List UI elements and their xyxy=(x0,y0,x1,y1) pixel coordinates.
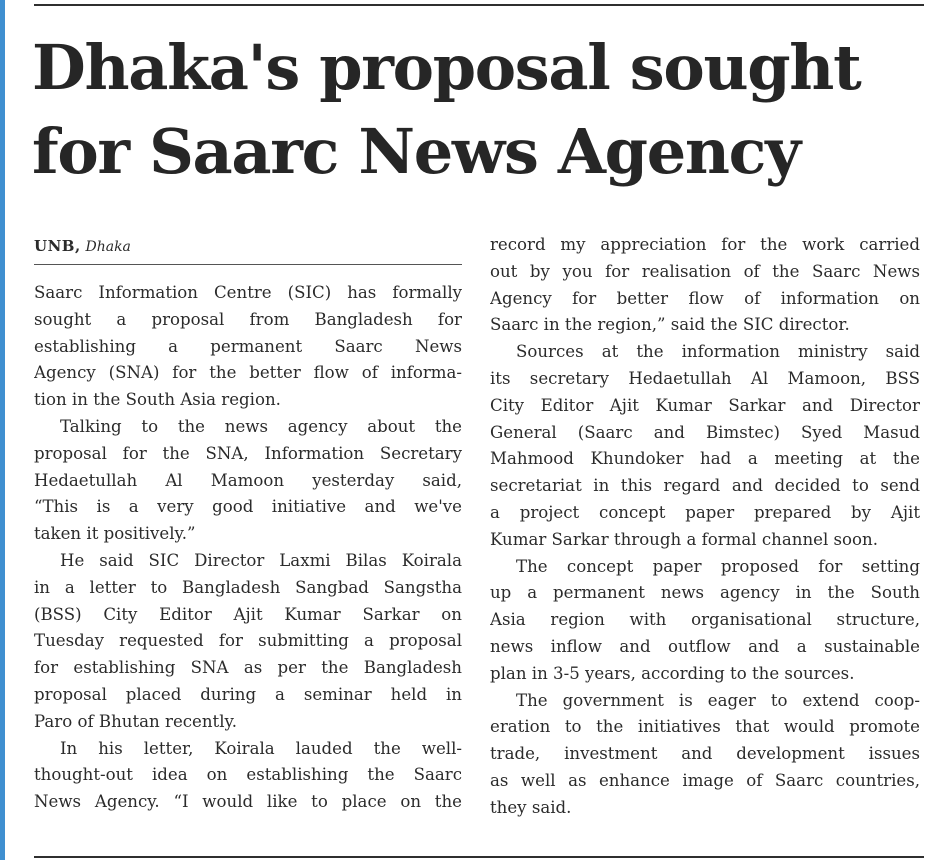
article-line: in a letter to Bangladesh Sangbad Sangstha xyxy=(34,577,462,597)
article-line: taken it positively.” xyxy=(34,524,196,544)
article-line: Asia region with organisational structure, xyxy=(490,610,920,630)
article-line: proposal for the SNA, Information Secretary xyxy=(34,443,462,463)
left-accent-bar xyxy=(0,0,5,860)
article-line: He said SIC Director Laxmi Bilas Koirala xyxy=(60,550,462,570)
article-line: they said. xyxy=(490,797,572,817)
headline xyxy=(32,26,932,194)
article-line: establishing a permanent Saarc News xyxy=(34,336,462,356)
headline-line-1: Dhaka's proposal sought xyxy=(32,31,861,104)
article-line: Saarc in the region,” said the SIC director. xyxy=(490,315,850,335)
article-column-1 xyxy=(34,280,462,816)
article-line: Sources at the information ministry said xyxy=(516,342,920,362)
article-line: City Editor Ajit Kumar Sarkar and Director xyxy=(490,395,920,415)
article-line: up a permanent news agency in the South xyxy=(490,583,920,603)
article-line: Talking to the news agency about the xyxy=(60,416,462,436)
article-line: as well as enhance image of Saarc countries, xyxy=(490,770,920,790)
article-line: News Agency. “I would like to place on the xyxy=(34,792,462,812)
article-line: its secretary Hedaetullah Al Mamoon, BSS xyxy=(490,368,920,388)
article-line: Paro of Bhutan recently. xyxy=(34,711,237,731)
article-line: thought-out idea on establishing the Saarc xyxy=(34,765,462,785)
article-line: Mahmood Khundoker had a meeting at the xyxy=(490,449,920,469)
article-line: (BSS) City Editor Ajit Kumar Sarkar on xyxy=(34,604,462,624)
headline-line-2: for Saarc News Agency xyxy=(32,115,800,188)
byline-place: Dhaka xyxy=(85,239,131,255)
article-line: Tuesday requested for submitting a proposal xyxy=(34,631,462,651)
article-line: Hedaetullah Al Mamoon yesterday said, xyxy=(34,470,462,490)
article-line: trade, investment and development issues xyxy=(490,744,920,764)
article-line: “This is a very good initiative and we've xyxy=(34,497,462,517)
article-line: Agency for better flow of information on xyxy=(490,288,920,308)
article-line: for establishing SNA as per the Bangladesh xyxy=(34,658,462,678)
top-rule xyxy=(34,4,924,6)
article-line: out by you for realisation of the Saarc News xyxy=(490,261,920,281)
bottom-rule xyxy=(34,856,924,858)
article-line: proposal placed during a seminar held in xyxy=(34,684,462,704)
article-line: In his letter, Koirala lauded the well- xyxy=(60,738,462,758)
byline-agency: UNB, xyxy=(34,237,81,255)
article-line: Kumar Sarkar through a formal channel soon. xyxy=(490,529,879,549)
article-line: The government is eager to extend coop- xyxy=(516,690,920,710)
article-line: record my appreciation for the work carried xyxy=(490,235,920,254)
article-line: Saarc Information Centre (SIC) has formally xyxy=(34,283,462,302)
article-line: The concept paper proposed for setting xyxy=(516,556,920,576)
article-column-2 xyxy=(490,232,920,822)
article-line: sought a proposal from Bangladesh for xyxy=(34,309,462,329)
article-line: tion in the South Asia region. xyxy=(34,390,281,410)
byline xyxy=(34,236,462,265)
article-line: secretariat in this regard and decided to send xyxy=(490,476,920,496)
article-line: General (Saarc and Bimstec) Syed Masud xyxy=(490,422,920,442)
article-line: eration to the initiatives that would promote xyxy=(490,717,920,737)
article-line: news inflow and outflow and a sustainable xyxy=(490,636,920,656)
article-line: plan in 3-5 years, according to the sources. xyxy=(490,663,855,683)
article-line: Agency (SNA) for the better flow of informa- xyxy=(34,363,462,383)
article-line: a project concept paper prepared by Ajit xyxy=(490,502,920,522)
